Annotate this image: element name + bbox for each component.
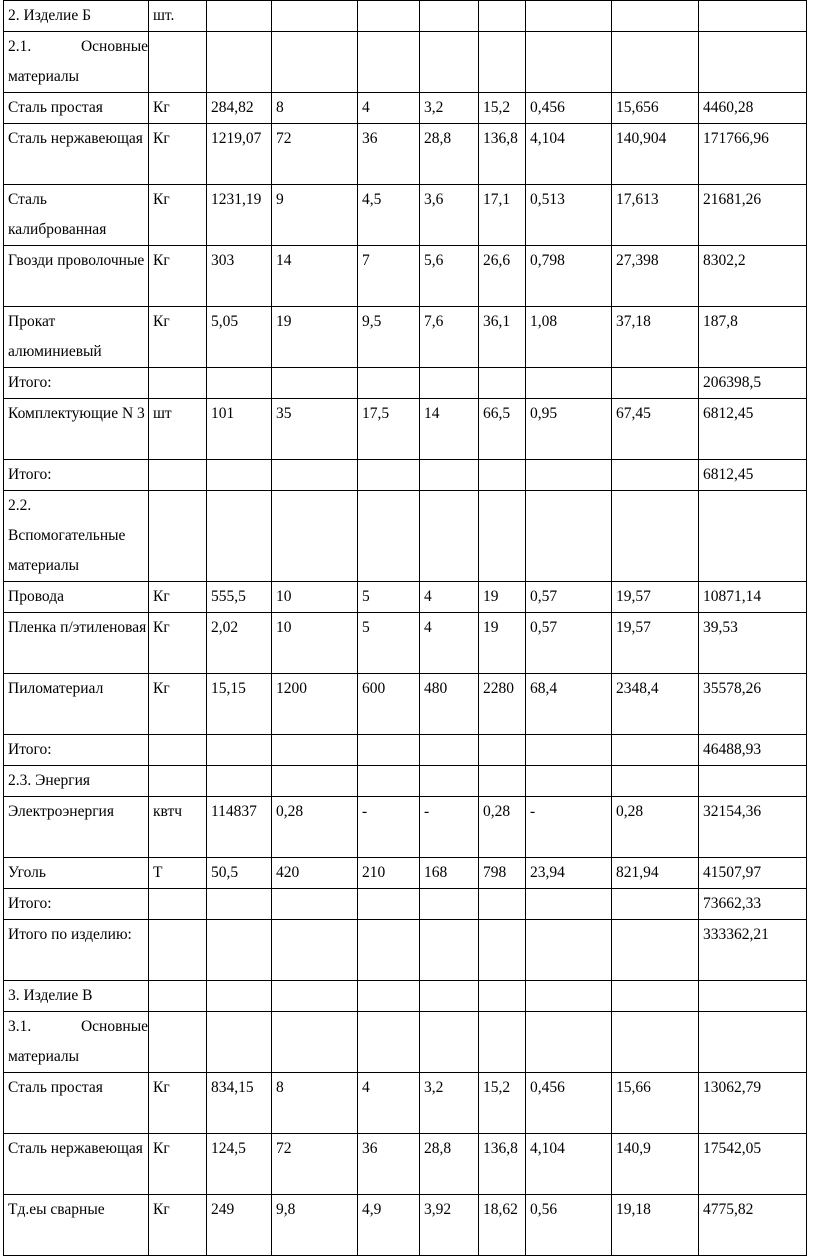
unit-cell: Кг [149,1073,207,1134]
value-cell: 19 [272,307,358,368]
empty-cell [699,981,807,1012]
value-cell: 35 [272,399,358,460]
value-cell: 140,904 [612,124,699,185]
empty-cell [149,460,207,491]
empty-cell [612,981,699,1012]
total-value-cell: 6812,45 [699,460,807,491]
empty-cell [420,368,479,399]
value-cell: 420 [272,858,358,889]
cost-cell: 17542,05 [699,1134,807,1195]
empty-cell [612,1,699,32]
empty-cell [420,981,479,1012]
value-cell: - [526,797,612,858]
value-cell: 28,8 [420,124,479,185]
unit-cell: Кг [149,1195,207,1256]
empty-cell [420,735,479,766]
value-cell: 19 [479,582,526,613]
empty-cell [420,1,479,32]
value-cell: 7 [358,246,420,307]
table-row [4,307,807,368]
total-label-cell: Итого: [4,735,149,766]
empty-cell [358,491,420,582]
empty-cell [526,491,612,582]
item-name-cell: Провода [4,582,149,613]
item-name-cell: Сталь простая [4,1073,149,1134]
unit-cell: Кг [149,185,207,246]
value-cell: 7,6 [420,307,479,368]
item-name-cell: Уголь [4,858,149,889]
value-cell: 0,57 [526,613,612,674]
total-row [4,735,807,766]
total-value-cell: 206398,5 [699,368,807,399]
empty-cell [149,32,207,93]
value-cell: 9 [272,185,358,246]
value-cell: 5 [358,613,420,674]
empty-cell [526,1,612,32]
value-cell: 3,92 [420,1195,479,1256]
value-cell: 27,398 [612,246,699,307]
value-cell: 8 [272,1073,358,1134]
value-cell: 18,62 [479,1195,526,1256]
section-title-cell: 2.1. Основные материалы [4,32,149,93]
table-row [4,93,807,124]
empty-cell [526,981,612,1012]
unit-cell: Кг [149,1134,207,1195]
document-page [3,0,807,1256]
total-row [4,920,807,981]
cost-cell: 8302,2 [699,246,807,307]
cost-cell: 41507,97 [699,858,807,889]
value-cell: 17,613 [612,185,699,246]
empty-cell [272,491,358,582]
value-cell: 9,5 [358,307,420,368]
empty-cell [272,920,358,981]
empty-cell [358,1,420,32]
empty-cell [699,1,807,32]
section-title-cell: 2.3. Энергия [4,766,149,797]
value-cell: 4 [420,582,479,613]
empty-cell [420,32,479,93]
cost-cell: 187,8 [699,307,807,368]
unit-cell: Кг [149,582,207,613]
value-cell: 8 [272,93,358,124]
value-cell: 0,456 [526,1073,612,1134]
empty-cell [207,889,272,920]
value-cell: 15,66 [612,1073,699,1134]
empty-cell [699,32,807,93]
value-cell: 37,18 [612,307,699,368]
empty-cell [358,920,420,981]
empty-cell [272,1012,358,1073]
quantity-cell: 555,5 [207,582,272,613]
table-row [4,246,807,307]
table-row [4,858,807,889]
table-row [4,613,807,674]
empty-cell [149,920,207,981]
empty-cell [479,735,526,766]
item-name-cell: Пленка п/этиленовая [4,613,149,674]
section-header-row [4,1012,807,1073]
empty-cell [526,1012,612,1073]
value-cell: 28,8 [420,1134,479,1195]
empty-cell [526,368,612,399]
table-row [4,185,807,246]
table-row [4,1073,807,1134]
quantity-cell: 303 [207,246,272,307]
value-cell: 0,28 [272,797,358,858]
section-title-cell: 2. Изделие Б [4,1,149,32]
empty-cell [612,491,699,582]
value-cell: 136,8 [479,124,526,185]
value-cell: 5 [358,582,420,613]
section-header-row [4,1,807,32]
value-cell: 136,8 [479,1134,526,1195]
empty-cell [207,981,272,1012]
cost-cell: 32154,36 [699,797,807,858]
empty-cell [272,766,358,797]
total-label-cell: Итого: [4,889,149,920]
value-cell: 821,94 [612,858,699,889]
empty-cell [149,1012,207,1073]
empty-cell [149,368,207,399]
section-title-cell: 3. Изделие В [4,981,149,1012]
value-cell: 1200 [272,674,358,735]
value-cell: 4,104 [526,1134,612,1195]
unit-cell: шт. [149,1,207,32]
value-cell: 19,57 [612,582,699,613]
table-row [4,124,807,185]
value-cell: 4 [358,1073,420,1134]
empty-cell [272,368,358,399]
table-row [4,797,807,858]
empty-cell [479,32,526,93]
value-cell: 17,5 [358,399,420,460]
quantity-cell: 15,15 [207,674,272,735]
empty-cell [149,766,207,797]
cost-cell: 4775,82 [699,1195,807,1256]
table-row [4,1195,807,1256]
empty-cell [272,735,358,766]
empty-cell [479,460,526,491]
section-header-row [4,766,807,797]
value-cell: 3,2 [420,1073,479,1134]
empty-cell [479,981,526,1012]
value-cell: 36,1 [479,307,526,368]
value-cell: 72 [272,124,358,185]
value-cell: 15,2 [479,93,526,124]
empty-cell [612,735,699,766]
empty-cell [358,889,420,920]
value-cell: 36 [358,1134,420,1195]
empty-cell [149,491,207,582]
empty-cell [207,766,272,797]
empty-cell [207,491,272,582]
value-cell: 17,1 [479,185,526,246]
value-cell: 67,45 [612,399,699,460]
empty-cell [699,491,807,582]
empty-cell [479,889,526,920]
value-cell: 19,57 [612,613,699,674]
value-cell: 3,6 [420,185,479,246]
unit-cell: Кг [149,307,207,368]
cost-cell: 171766,96 [699,124,807,185]
value-cell: 168 [420,858,479,889]
total-value-cell: 333362,21 [699,920,807,981]
value-cell: 14 [272,246,358,307]
value-cell: 3,2 [420,93,479,124]
item-name-cell: Тд.еы сварные [4,1195,149,1256]
section-header-row [4,981,807,1012]
value-cell: 36 [358,124,420,185]
empty-cell [358,368,420,399]
value-cell: - [358,797,420,858]
table-row [4,399,807,460]
quantity-cell: 834,15 [207,1073,272,1134]
item-name-cell: Сталь калиброванная [4,185,149,246]
table-body [4,1,807,1256]
empty-cell [699,766,807,797]
empty-cell [526,766,612,797]
unit-cell: квтч [149,797,207,858]
empty-cell [479,491,526,582]
total-label-cell: Итого по изделию: [4,920,149,981]
section-header-row [4,491,807,582]
empty-cell [479,1012,526,1073]
table-row [4,1134,807,1195]
empty-cell [420,491,479,582]
empty-cell [272,981,358,1012]
empty-cell [479,920,526,981]
empty-cell [526,32,612,93]
item-name-cell: Комплектующие N 3 [4,399,149,460]
value-cell: 4,104 [526,124,612,185]
table-row [4,582,807,613]
quantity-cell: 50,5 [207,858,272,889]
empty-cell [149,735,207,766]
value-cell: 0,798 [526,246,612,307]
empty-cell [612,766,699,797]
empty-cell [420,766,479,797]
empty-cell [420,1012,479,1073]
cost-table [3,0,807,1256]
empty-cell [207,1,272,32]
empty-cell [358,981,420,1012]
unit-cell: Кг [149,93,207,124]
empty-cell [272,889,358,920]
total-row [4,889,807,920]
empty-cell [207,460,272,491]
quantity-cell: 101 [207,399,272,460]
cost-cell: 39,53 [699,613,807,674]
total-label-cell: Итого: [4,460,149,491]
total-row [4,460,807,491]
empty-cell [526,735,612,766]
empty-cell [612,460,699,491]
value-cell: 210 [358,858,420,889]
value-cell: 0,57 [526,582,612,613]
empty-cell [358,32,420,93]
empty-cell [420,889,479,920]
value-cell: 19,18 [612,1195,699,1256]
empty-cell [207,920,272,981]
value-cell: 140,9 [612,1134,699,1195]
value-cell: 0,28 [479,797,526,858]
value-cell: 4,9 [358,1195,420,1256]
value-cell: 10 [272,613,358,674]
empty-cell [612,1012,699,1073]
empty-cell [612,920,699,981]
empty-cell [526,460,612,491]
cost-cell: 6812,45 [699,399,807,460]
value-cell: 14 [420,399,479,460]
empty-cell [358,460,420,491]
empty-cell [149,889,207,920]
empty-cell [358,1012,420,1073]
value-cell: 0,456 [526,93,612,124]
unit-cell: Т [149,858,207,889]
value-cell: 2348,4 [612,674,699,735]
empty-cell [358,735,420,766]
item-name-cell: Гвозди проволочные [4,246,149,307]
value-cell: 66,5 [479,399,526,460]
value-cell: 2280 [479,674,526,735]
unit-cell: шт [149,399,207,460]
empty-cell [207,32,272,93]
value-cell: 4 [358,93,420,124]
quantity-cell: 284,82 [207,93,272,124]
value-cell: 68,4 [526,674,612,735]
value-cell: 5,6 [420,246,479,307]
value-cell: 15,2 [479,1073,526,1134]
item-name-cell: Пиломатериал [4,674,149,735]
value-cell: 23,94 [526,858,612,889]
cost-cell: 10871,14 [699,582,807,613]
empty-cell [612,889,699,920]
unit-cell: Кг [149,246,207,307]
section-header-row [4,32,807,93]
item-name-cell: Сталь нержавеющая [4,124,149,185]
item-name-cell: Сталь простая [4,93,149,124]
cost-cell: 35578,26 [699,674,807,735]
empty-cell [612,368,699,399]
empty-cell [207,1012,272,1073]
quantity-cell: 249 [207,1195,272,1256]
item-name-cell: Электроэнергия [4,797,149,858]
table-row [4,674,807,735]
value-cell: 798 [479,858,526,889]
empty-cell [420,460,479,491]
total-label-cell: Итого: [4,368,149,399]
value-cell: 15,656 [612,93,699,124]
value-cell: 19 [479,613,526,674]
section-title-cell: 2.2. Вспомогательные материалы [4,491,149,582]
empty-cell [358,766,420,797]
cost-cell: 21681,26 [699,185,807,246]
cost-cell: 4460,28 [699,93,807,124]
quantity-cell: 1231,19 [207,185,272,246]
total-row [4,368,807,399]
empty-cell [526,889,612,920]
empty-cell [479,368,526,399]
quantity-cell: 124,5 [207,1134,272,1195]
value-cell: - [420,797,479,858]
empty-cell [207,368,272,399]
value-cell: 480 [420,674,479,735]
value-cell: 600 [358,674,420,735]
value-cell: 0,513 [526,185,612,246]
value-cell: 26,6 [479,246,526,307]
empty-cell [479,1,526,32]
unit-cell: Кг [149,674,207,735]
unit-cell: Кг [149,613,207,674]
empty-cell [272,32,358,93]
value-cell: 1,08 [526,307,612,368]
value-cell: 0,28 [612,797,699,858]
empty-cell [272,1,358,32]
quantity-cell: 2,02 [207,613,272,674]
total-value-cell: 73662,33 [699,889,807,920]
value-cell: 9,8 [272,1195,358,1256]
item-name-cell: Прокат алюминиевый [4,307,149,368]
empty-cell [272,460,358,491]
item-name-cell: Сталь нержавеющая [4,1134,149,1195]
quantity-cell: 5,05 [207,307,272,368]
value-cell: 4,5 [358,185,420,246]
quantity-cell: 114837 [207,797,272,858]
cost-cell: 13062,79 [699,1073,807,1134]
empty-cell [479,766,526,797]
value-cell: 4 [420,613,479,674]
value-cell: 0,95 [526,399,612,460]
section-title-cell: 3.1. Основные материалы [4,1012,149,1073]
value-cell: 10 [272,582,358,613]
empty-cell [699,1012,807,1073]
quantity-cell: 1219,07 [207,124,272,185]
unit-cell: Кг [149,124,207,185]
empty-cell [207,735,272,766]
empty-cell [612,32,699,93]
empty-cell [149,981,207,1012]
empty-cell [420,920,479,981]
empty-cell [526,920,612,981]
total-value-cell: 46488,93 [699,735,807,766]
value-cell: 0,56 [526,1195,612,1256]
value-cell: 72 [272,1134,358,1195]
